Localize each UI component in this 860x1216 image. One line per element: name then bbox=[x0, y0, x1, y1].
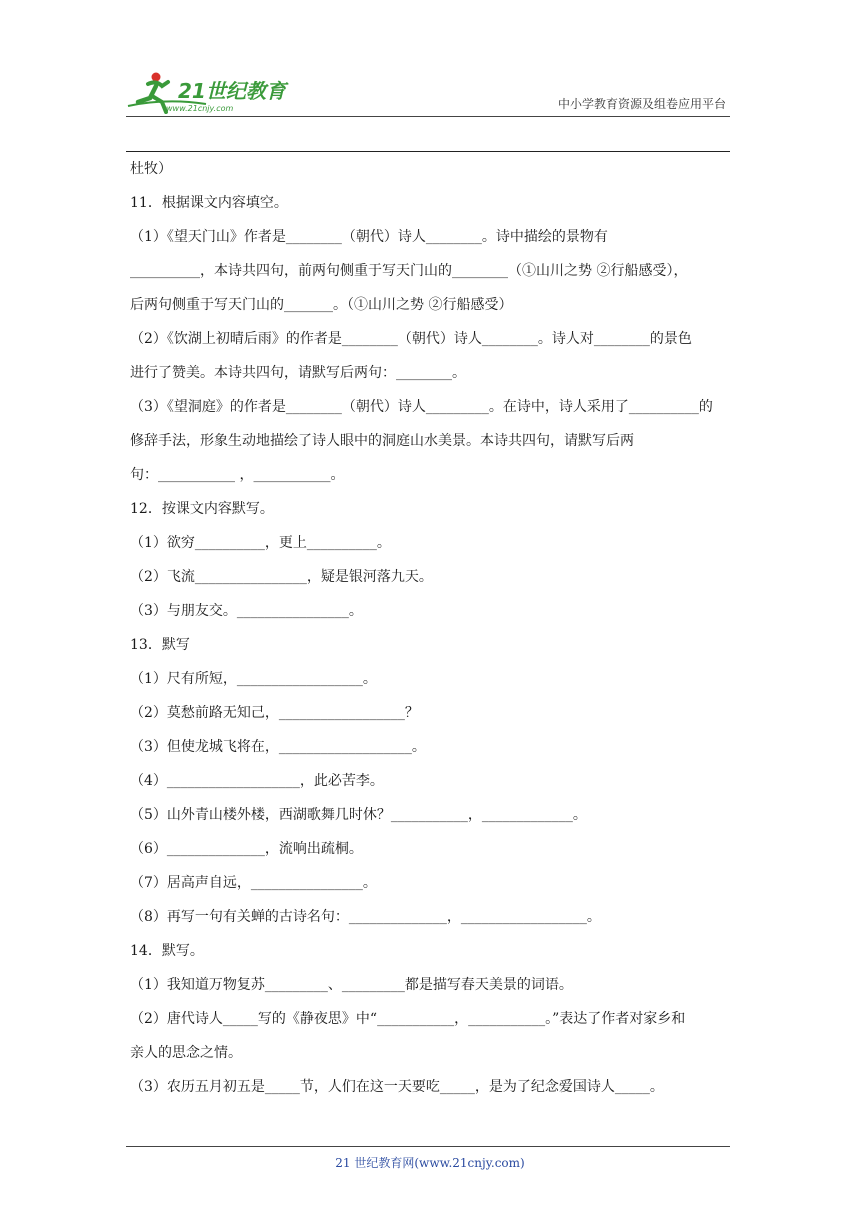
text-line: 杜牧） bbox=[130, 161, 172, 177]
footer-divider bbox=[126, 1146, 730, 1147]
text-line: （7）居高声自远，________________。 bbox=[130, 875, 377, 891]
logo-url: www.21cnjy.com bbox=[166, 104, 234, 113]
page-footer: 21 世纪教育网(www.21cnjy.com) bbox=[335, 1156, 525, 1170]
question-title: 12．按课文内容默写。 bbox=[130, 501, 274, 517]
text-line: （5）山外青山楼外楼，西湖歌舞几时休？___________，_____________。 bbox=[130, 807, 587, 823]
question-title: 11．根据课文内容填空。 bbox=[130, 195, 288, 211]
text-line: （3）农历五月初五是_____节，人们在这一天要吃_____，是为了纪念爱国诗人_____。 bbox=[130, 1079, 664, 1095]
question-title: 14．默写。 bbox=[130, 943, 204, 959]
text-line: __________，本诗共四句，前两句侧重于写天门山的________（①山川之势 ②行船感受）， bbox=[130, 263, 688, 279]
text-line: （8）再写一句有关蝉的古诗名句：______________，__________________。 bbox=[130, 909, 601, 925]
text-line: 后两句侧重于写天门山的_______。（①山川之势 ②行船感受） bbox=[130, 297, 513, 313]
question-title: 13．默写 bbox=[130, 637, 190, 653]
text-line: （2）飞流________________，疑是银河落九天。 bbox=[130, 569, 433, 585]
text-line: （1）欲穷__________，更上__________。 bbox=[130, 535, 391, 551]
page-header bbox=[126, 64, 730, 117]
text-line: （4）___________________，此必苦李。 bbox=[130, 773, 384, 789]
logo-text: 21世纪教育 bbox=[178, 79, 286, 103]
logo-21cnjy bbox=[126, 68, 296, 114]
text-line: （6）______________，流响出疏桐。 bbox=[130, 841, 363, 857]
text-line: （3）与朋友交。________________。 bbox=[130, 603, 363, 619]
text-line: （1）尺有所短，__________________。 bbox=[130, 671, 377, 687]
text-line: 进行了赞美。本诗共四句，请默写后两句：________。 bbox=[130, 365, 466, 381]
text-line: （1）我知道万物复苏_________、_________都是描写春天美景的词语。 bbox=[130, 977, 573, 993]
header-tagline: 中小学教育资源及组卷应用平台 bbox=[557, 97, 726, 111]
document-body bbox=[130, 152, 732, 1104]
text-line: （1）《望天门山》作者是________（朝代）诗人________。诗中描绘的景物有 bbox=[130, 229, 608, 245]
text-line: （2）唐代诗人_____写的《静夜思》中“___________，___________。”表达了作者对家乡和 bbox=[130, 1011, 686, 1027]
text-line: 修辞手法，形象生动地描绘了诗人眼中的洞庭山水美景。本诗共四句，请默写后两 bbox=[130, 433, 634, 449]
text-line: 句：___________ ，___________。 bbox=[130, 467, 345, 483]
text-line: （2）莫愁前路无知己，__________________？ bbox=[130, 705, 419, 721]
text-line: （3）《望洞庭》的作者是________（朝代）诗人_________。在诗中，诗人采用了__________的 bbox=[130, 399, 713, 415]
text-line: 亲人的思念之情。 bbox=[130, 1045, 242, 1061]
text-line: （3）但使龙城飞将在，___________________。 bbox=[130, 739, 426, 755]
text-line: （2）《饮湖上初晴后雨》的作者是________（朝代）诗人________。诗人对________的景色 bbox=[130, 331, 692, 347]
